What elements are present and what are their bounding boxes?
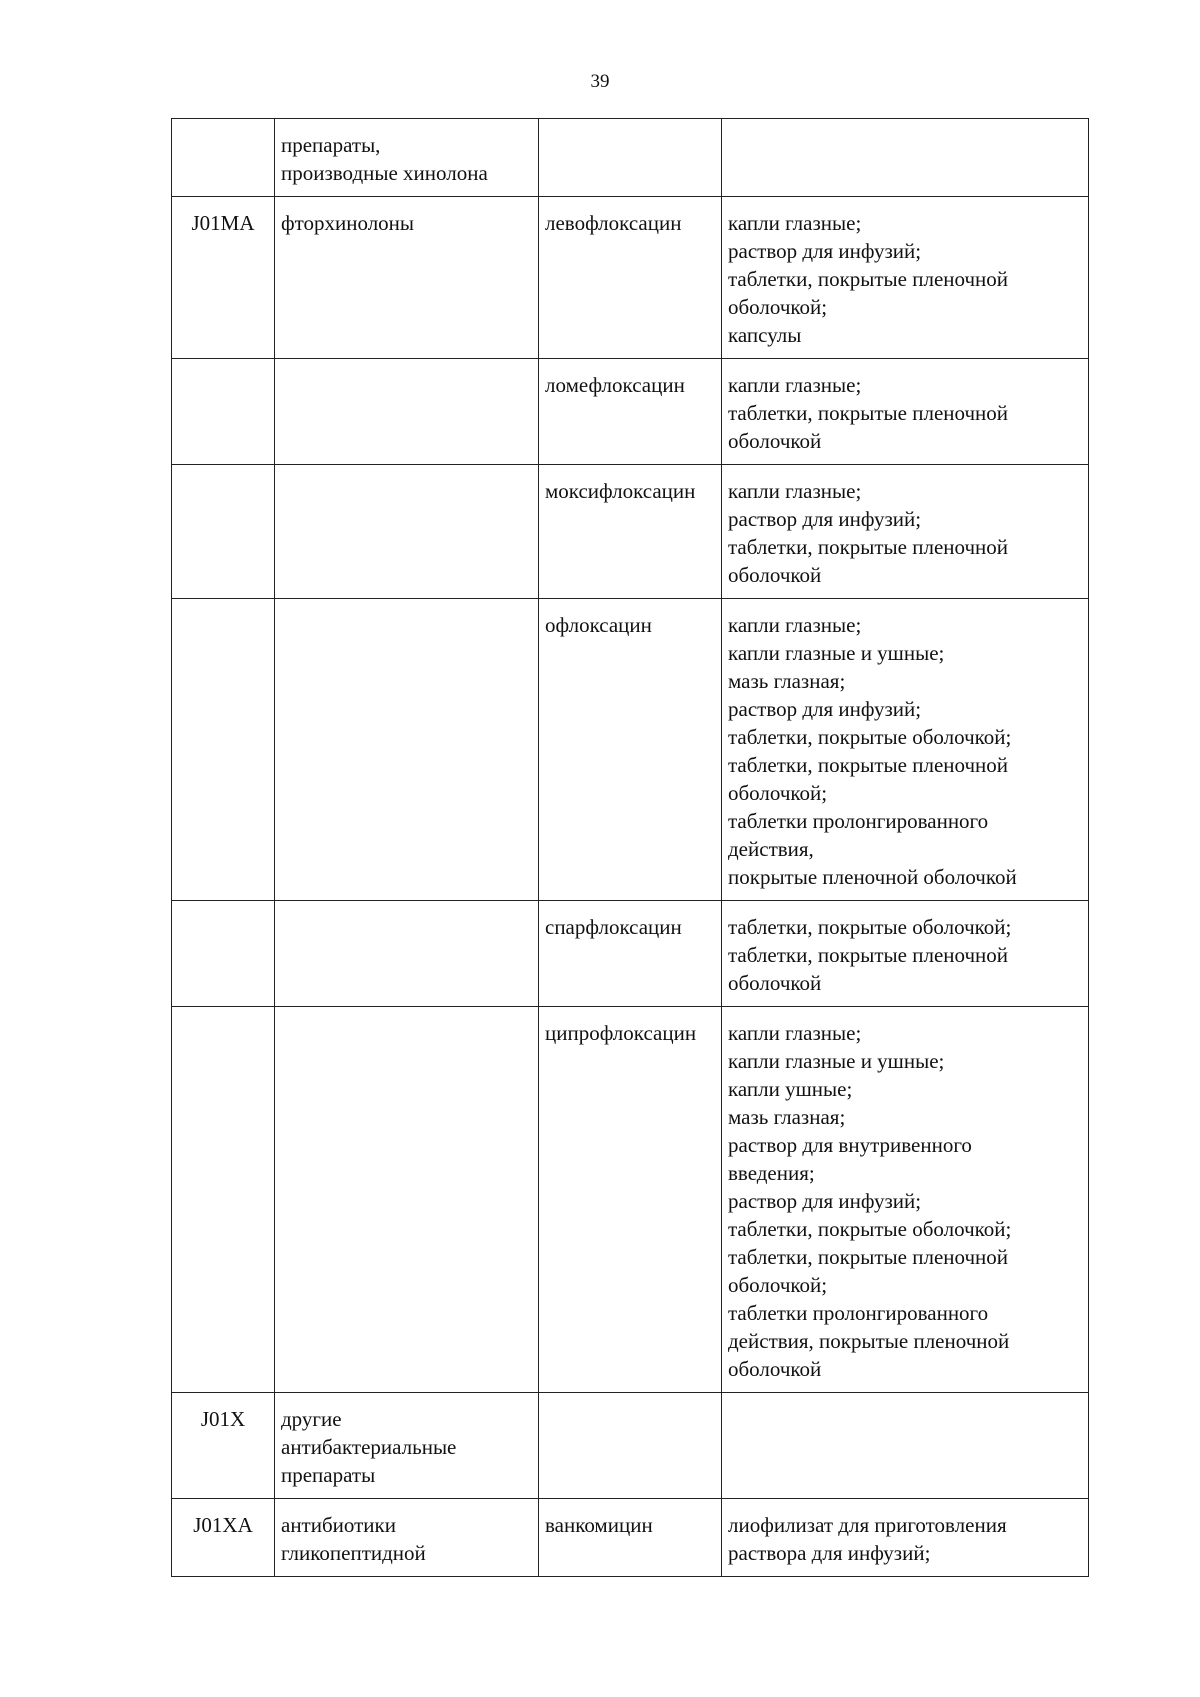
drug-name-cell: спарфлоксацин xyxy=(539,901,722,1007)
drug-name-cell xyxy=(539,119,722,197)
group-cell: фторхинолоны xyxy=(275,197,539,359)
dosage-form-line: таблетки пролонгированного xyxy=(728,809,989,833)
dosage-forms-cell xyxy=(722,1007,1089,1393)
table-row xyxy=(172,1007,1089,1393)
dosage-form-line: капли глазные; xyxy=(728,211,862,235)
dosage-form-line: капли глазные и ушные; xyxy=(728,1049,945,1073)
atc-code-cell xyxy=(172,901,275,1007)
dosage-forms-cell xyxy=(722,1499,1089,1577)
dosage-form-line: таблетки пролонгированного xyxy=(728,1301,989,1325)
dosage-form-line: введения; xyxy=(728,1161,815,1185)
table-row xyxy=(172,197,1089,359)
dosage-form-line: таблетки, покрытые пленочной xyxy=(728,753,1009,777)
dosage-form-line: раствор для инфузий; xyxy=(728,1189,922,1213)
dosage-form-line: раствор для инфузий; xyxy=(728,239,922,263)
dosage-forms-cell xyxy=(722,465,1089,599)
atc-code-cell: J01X xyxy=(172,1393,275,1499)
atc-code-cell xyxy=(172,599,275,901)
dosage-form-line: таблетки, покрытые пленочной xyxy=(728,1245,1009,1269)
dosage-form-line: таблетки, покрытые оболочкой; xyxy=(728,725,1012,749)
dosage-form-line: мазь глазная; xyxy=(728,1105,846,1129)
dosage-form-line: таблетки, покрытые пленочной xyxy=(728,535,1009,559)
group-cell xyxy=(275,359,539,465)
dosage-form-line: таблетки, покрытые пленочной xyxy=(728,401,1009,425)
drug-name-cell: ломефлоксацин xyxy=(539,359,722,465)
dosage-forms-cell xyxy=(722,119,1089,197)
dosage-forms-cell xyxy=(722,1393,1089,1499)
dosage-form-line: действия, xyxy=(728,837,814,861)
drug-name-cell: моксифлоксацин xyxy=(539,465,722,599)
group-cell xyxy=(275,465,539,599)
group-cell xyxy=(275,1007,539,1393)
dosage-form-line: покрытые пленочной оболочкой xyxy=(728,865,1017,889)
dosage-form-line: оболочкой xyxy=(728,563,822,587)
dosage-form-line: действия, покрытые пленочной xyxy=(728,1329,1010,1353)
table-row xyxy=(172,119,1089,197)
table-row xyxy=(172,1393,1089,1499)
atc-code-cell xyxy=(172,465,275,599)
table-body xyxy=(172,119,1089,1577)
dosage-form-line: раствора для инфузий; xyxy=(728,1541,931,1565)
dosage-form-line: раствор для инфузий; xyxy=(728,697,922,721)
table-row xyxy=(172,599,1089,901)
dosage-form-line: таблетки, покрытые пленочной xyxy=(728,267,1009,291)
dosage-form-line: лиофилизат для приготовления xyxy=(728,1513,1007,1537)
dosage-form-line: таблетки, покрытые пленочной xyxy=(728,943,1009,967)
dosage-form-line: таблетки, покрытые оболочкой; xyxy=(728,1217,1012,1241)
drug-name-cell: ципрофлоксацин xyxy=(539,1007,722,1393)
atc-code-cell: J01MA xyxy=(172,197,275,359)
group-cell xyxy=(275,901,539,1007)
dosage-form-line: капли глазные и ушные; xyxy=(728,641,945,665)
dosage-form-line: капсулы xyxy=(728,323,802,347)
atc-code-cell: J01XA xyxy=(172,1499,275,1577)
group-cell: другие антибактериальные препараты xyxy=(275,1393,539,1499)
drug-name-cell: ванкомицин xyxy=(539,1499,722,1577)
dosage-forms-cell xyxy=(722,359,1089,465)
dosage-form-line: капли глазные; xyxy=(728,613,862,637)
drug-name-cell: офлоксацин xyxy=(539,599,722,901)
table-row xyxy=(172,359,1089,465)
group-cell: препараты, производные хинолона xyxy=(275,119,539,197)
dosage-form-line: оболочкой; xyxy=(728,1273,828,1297)
dosage-forms-cell xyxy=(722,197,1089,359)
atc-code-cell xyxy=(172,359,275,465)
dosage-form-line: оболочкой xyxy=(728,1357,822,1381)
dosage-form-line: капли глазные; xyxy=(728,1021,862,1045)
dosage-form-line: капли глазные; xyxy=(728,373,862,397)
atc-code-cell xyxy=(172,1007,275,1393)
atc-code-cell xyxy=(172,119,275,197)
dosage-forms-cell xyxy=(722,599,1089,901)
table-row xyxy=(172,1499,1089,1577)
dosage-forms-cell xyxy=(722,901,1089,1007)
dosage-form-line: оболочкой; xyxy=(728,295,828,319)
group-cell: антибиотики гликопептидной xyxy=(275,1499,539,1577)
drug-name-cell xyxy=(539,1393,722,1499)
dosage-form-line: мазь глазная; xyxy=(728,669,846,693)
drug-name-cell: левофлоксацин xyxy=(539,197,722,359)
dosage-form-line: оболочкой; xyxy=(728,781,828,805)
dosage-form-line: раствор для внутривенного xyxy=(728,1133,972,1157)
table-row xyxy=(172,465,1089,599)
dosage-form-line: оболочкой xyxy=(728,971,822,995)
drug-table xyxy=(171,118,1089,1577)
dosage-form-line: оболочкой xyxy=(728,429,822,453)
table-row xyxy=(172,901,1089,1007)
group-cell xyxy=(275,599,539,901)
dosage-form-line: раствор для инфузий; xyxy=(728,507,922,531)
dosage-form-line: капли глазные; xyxy=(728,479,862,503)
page-number: 39 xyxy=(590,71,610,92)
dosage-form-line: капли ушные; xyxy=(728,1077,853,1101)
dosage-form-line: таблетки, покрытые оболочкой; xyxy=(728,915,1012,939)
